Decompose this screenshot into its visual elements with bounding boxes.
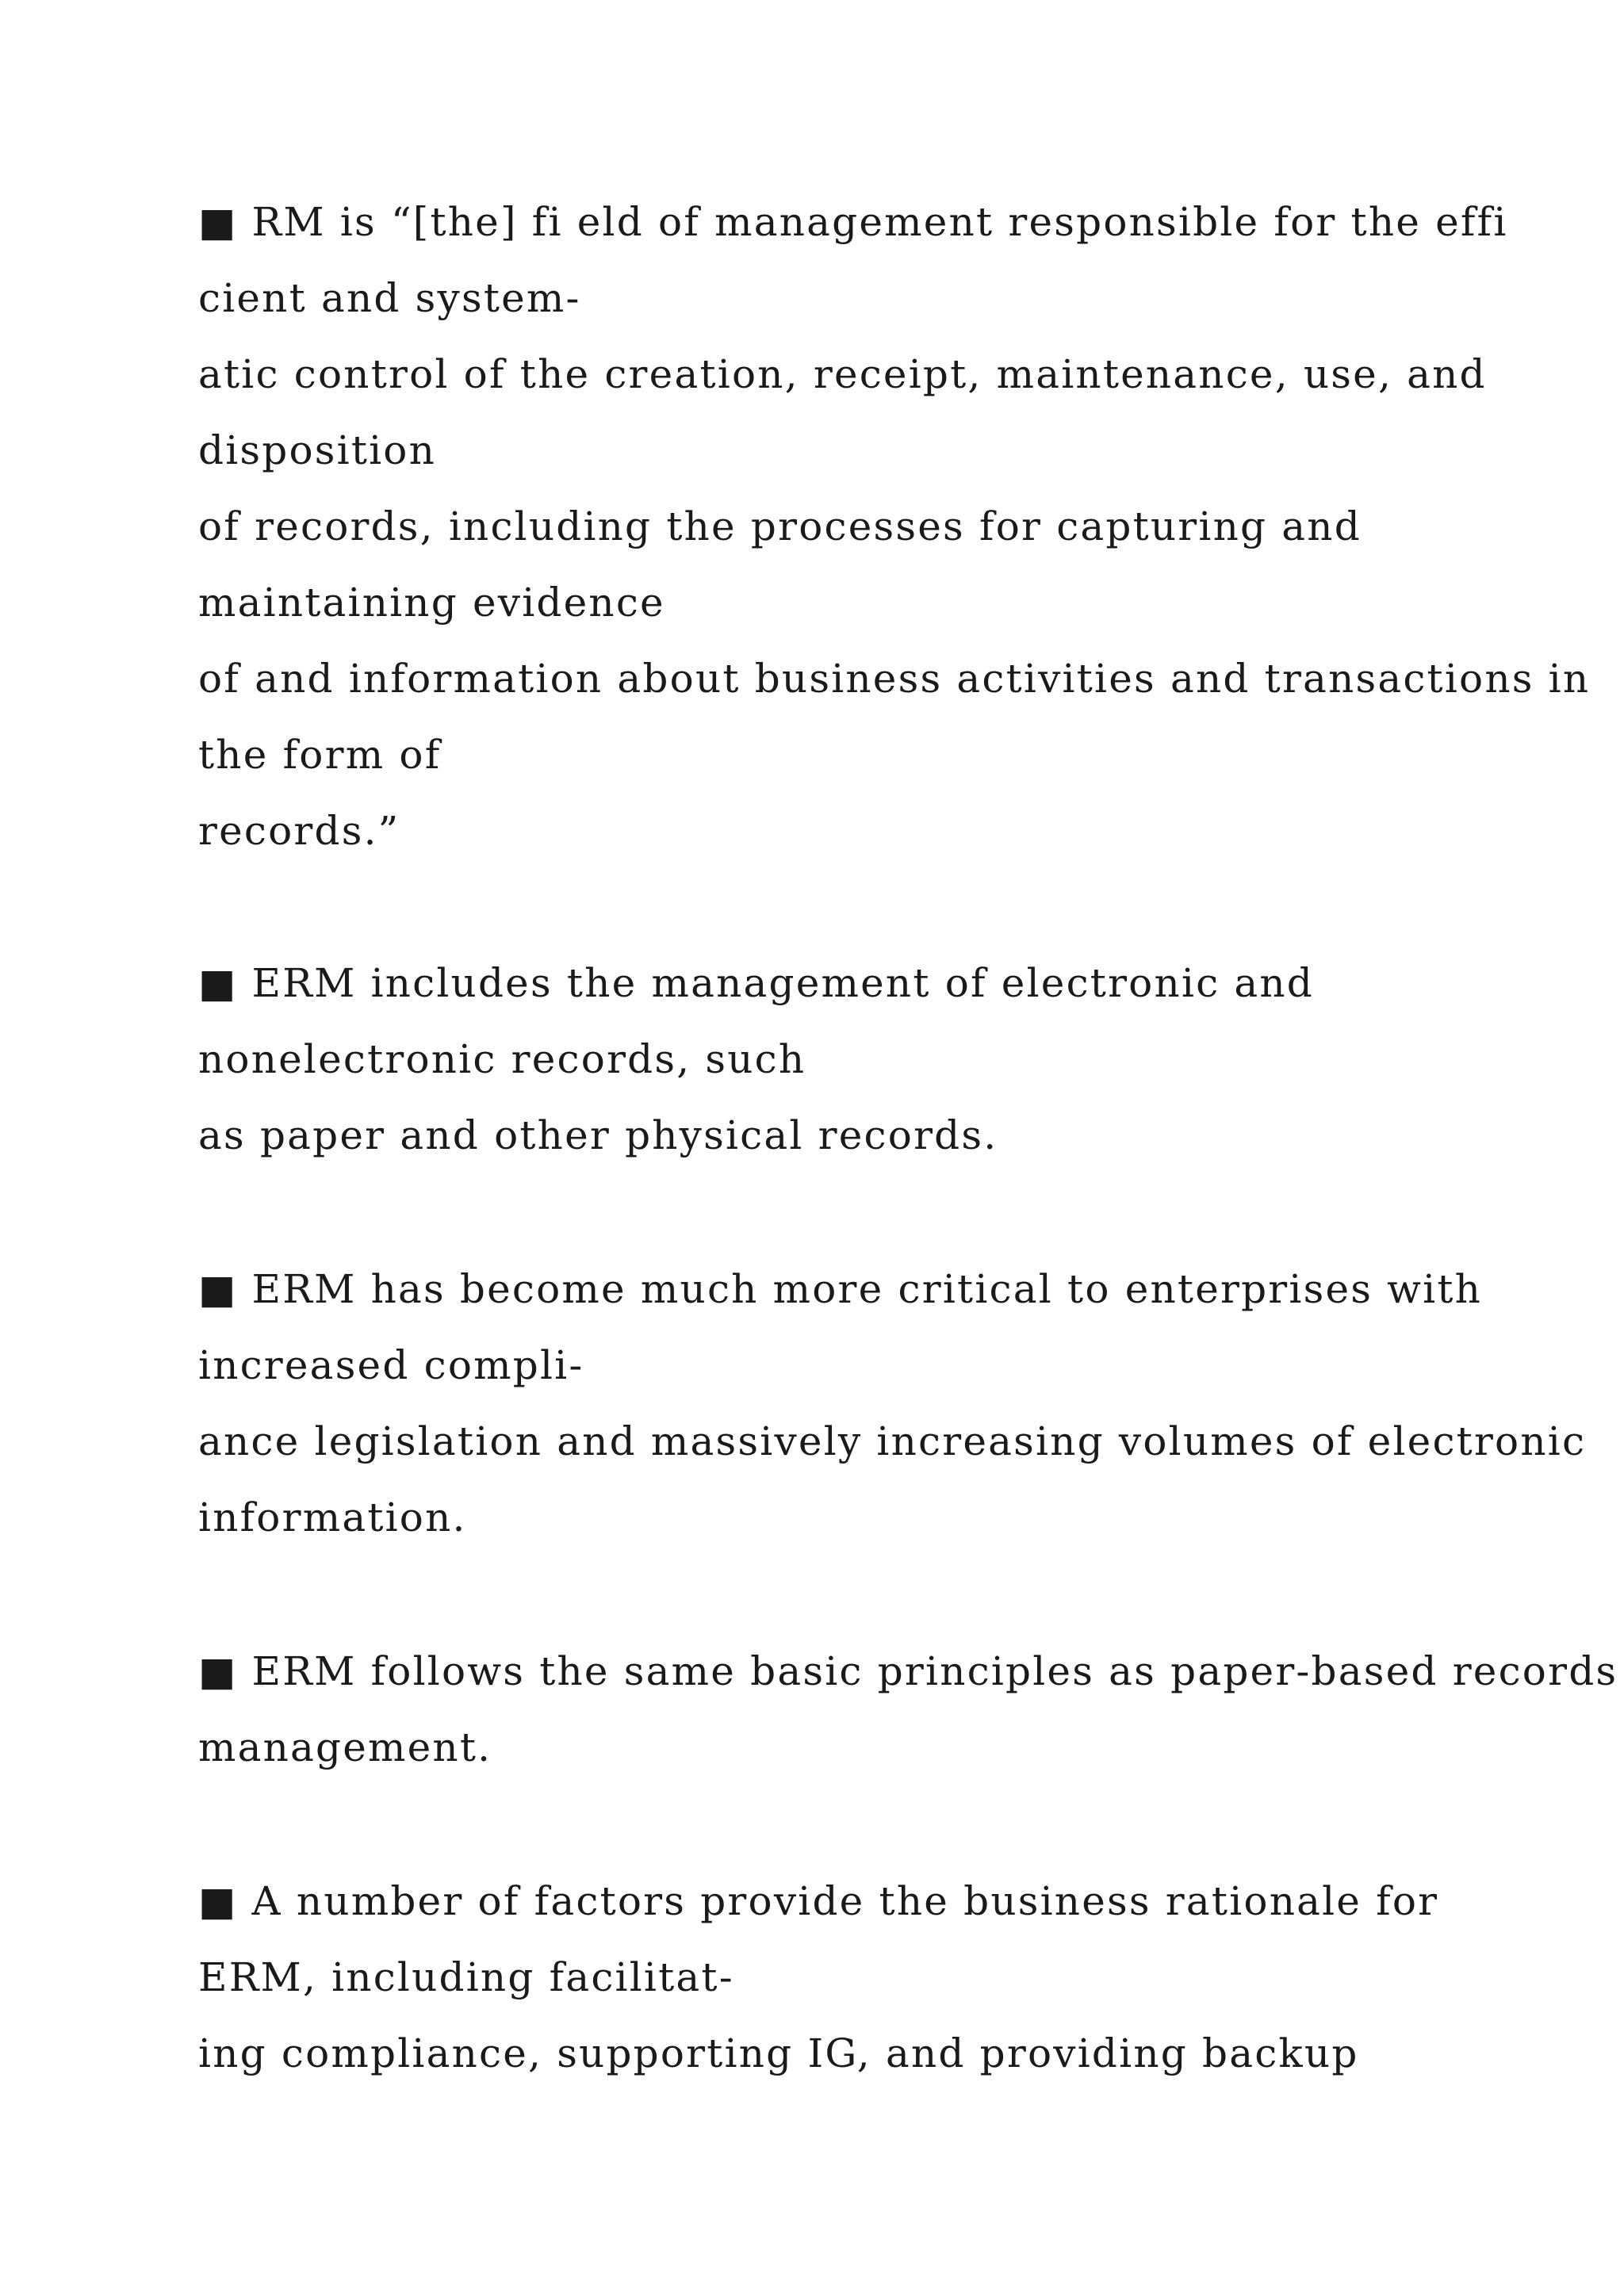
text-line: the form of <box>198 732 442 778</box>
text-line: as paper and other physical records. <box>198 1112 998 1158</box>
text-line: atic control of the creation, receipt, maintenance, use, and <box>198 351 1487 397</box>
text-line: nonelectronic records, such <box>198 1036 806 1082</box>
text-line: information. <box>198 1494 467 1540</box>
text-line: ■ ERM has become much more critical to enterprises with <box>198 1266 1483 1312</box>
text-line: ■ RM is “[the] fi eld of management responsible for the effi <box>198 199 1508 245</box>
text-line: of records, including the processes for capturing and <box>198 503 1362 549</box>
text-line: ■ A number of factors provide the business rationale for <box>198 1878 1439 1924</box>
text-line: ance legislation and massively increasing volumes of electronic <box>198 1418 1587 1464</box>
text-line: ■ ERM follows the same basic principles as paper-based records <box>198 1648 1618 1694</box>
text-line: of and information about business activities and transactions in <box>198 656 1591 702</box>
text-line: ERM, including facilitat- <box>198 1954 734 2000</box>
text-line: management. <box>198 1724 492 1770</box>
text-line: ing compliance, supporting IG, and providing backup <box>198 2030 1359 2076</box>
text-line: ■ ERM includes the management of electronic and <box>198 960 1314 1006</box>
text-line: disposition <box>198 427 437 473</box>
text-line: records.” <box>198 808 400 854</box>
text-line: increased compli- <box>198 1342 584 1388</box>
text-line: maintaining evidence <box>198 580 665 626</box>
text-line: cient and system- <box>198 275 581 321</box>
